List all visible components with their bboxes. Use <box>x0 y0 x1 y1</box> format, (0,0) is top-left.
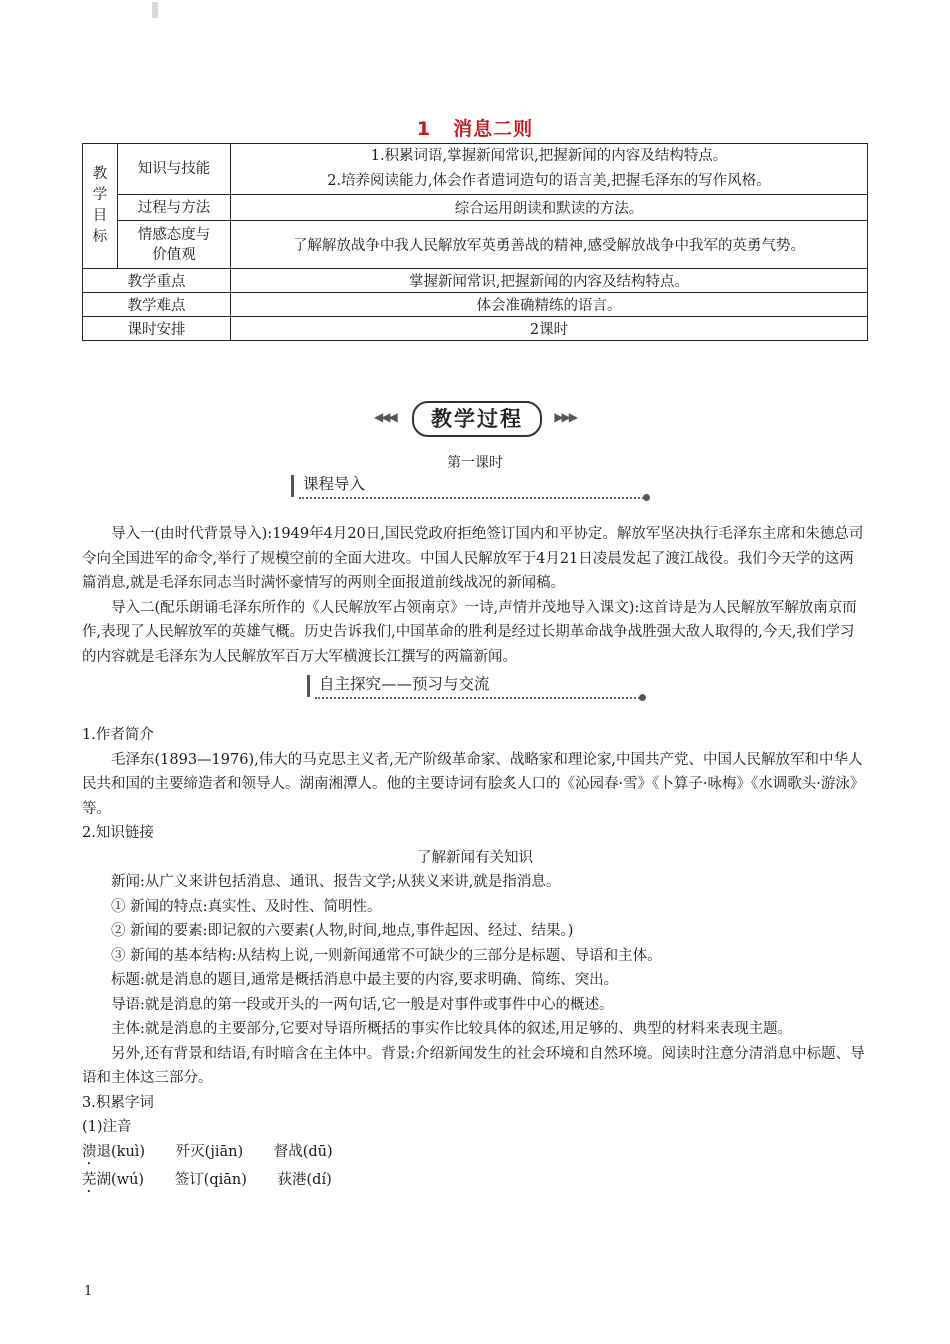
dotted-char: 溃 <box>82 1143 97 1160</box>
intro-section <box>82 522 868 669</box>
goal-sub-emotion-text: 情感态度与 价值观 <box>137 226 211 263</box>
pinyin-row-1 <box>82 1140 868 1168</box>
knowledge-subtitle: 了解新闻有关知识 <box>417 849 533 866</box>
pinyin-item <box>82 1140 145 1168</box>
difficulty-value: 体会准确精练的语言。 <box>231 293 868 317</box>
knowledge-line: 主体:就是消息的主要部分,它要对导语所概括的事实作比较具体的叙述,用足够的、典型的材料来表现主题。 <box>111 1021 793 1037</box>
dotted-char: 芜 <box>82 1171 97 1188</box>
pinyin-item <box>176 1140 243 1165</box>
banner-bar <box>291 475 294 497</box>
pinyin-row-2 <box>82 1168 868 1196</box>
page-number: 1 <box>84 1284 93 1299</box>
goal-header-text: 教 学 目 标 <box>92 166 108 245</box>
goal-content-process: 综合运用朗读和默读的方法。 <box>231 195 868 221</box>
knowledge-line: 导语:就是消息的第一段或开头的一两句话,它一般是对事件或事件中心的概述。 <box>111 996 614 1013</box>
pinyin-item <box>82 1168 144 1196</box>
pinyin-rest: 订(qiān) <box>189 1171 247 1188</box>
pinyin-rest: 灭(jiān) <box>190 1143 244 1160</box>
knowledge-line: 标题:就是消息的题目,通常是概括消息中最主要的内容,要求明确、简练、突出。 <box>111 972 619 988</box>
pinyin-rest: 退(kuì) <box>96 1143 146 1160</box>
goal-sub-knowledge: 知识与技能 <box>118 144 231 195</box>
period-label: 第一课时 <box>447 455 503 471</box>
intro-banner-text: 课程导入 <box>303 475 366 493</box>
lesson-number: 1 <box>416 118 432 140</box>
preview-section <box>82 723 868 1196</box>
goal-line: 2.培养阅读能力,体会作者遣词造句的语言美,把握毛泽东的写作风格。 <box>327 173 771 189</box>
pinyin-item <box>274 1140 333 1165</box>
goal-line: 1.积累词语,掌握新闻常识,把握新闻的内容及结构特点。 <box>370 148 728 164</box>
pinyin-pre: 歼 <box>175 1143 191 1160</box>
vocab-subheading: (1)注音 <box>82 1119 132 1135</box>
focus-label: 教学重点 <box>83 269 231 293</box>
author-heading: 1.作者简介 <box>82 727 154 743</box>
goal-sub-process: 过程与方法 <box>118 195 231 221</box>
vocab-heading: 3.积累字词 <box>82 1094 154 1111</box>
difficulty-label: 教学难点 <box>83 293 231 317</box>
knowledge-heading: 2.知识链接 <box>82 825 154 841</box>
goal-content-knowledge <box>231 144 868 195</box>
banner-end-dot <box>643 494 650 501</box>
explore-banner-text: 自主探究——预习与交流 <box>319 675 490 693</box>
knowledge-line: 新闻:从广义来讲包括消息、通讯、报告文学;从狭义来讲,就是指消息。 <box>111 874 561 890</box>
arrows-right-icon: ▶▶▶ <box>554 410 576 424</box>
scan-mark <box>152 2 158 18</box>
explore-banner <box>307 673 643 701</box>
pinyin-pre: 督 <box>273 1143 289 1160</box>
banner-dotted-line <box>299 497 647 499</box>
pinyin-rest: 战(dū) <box>288 1143 333 1160</box>
goal-header <box>83 144 118 269</box>
intro-paragraph-1: 导入一(由时代背景导入):1949年4月20日,国民党政府拒绝签订国内和平协定。解放军坚决执行毛泽东主席和朱德总司令向全国进军的命令,举行了规模空前的全面大进攻。中国人民解放军于4月21日凌晨发起了渡江战役。我们今天学的这两篇消息,就是毛泽东同志当时满怀豪情写的两则全面报道前线战况的新闻稿。 <box>82 526 864 591</box>
pinyin-rest: 港(dí) <box>292 1171 332 1188</box>
banner-end-dot <box>639 694 646 701</box>
goal-sub-emotion <box>118 221 231 269</box>
knowledge-line: 另外,还有背景和结语,有时暗含在主体中。背景:介绍新闻发生的社会环境和自然环境。阅读时注意分清消息中标题、导语和主体这三部分。 <box>82 1045 865 1086</box>
pinyin-item <box>175 1168 247 1193</box>
process-banner-text: 教学过程 <box>412 401 542 437</box>
intro-banner <box>291 473 647 501</box>
schedule-value: 2课时 <box>231 317 868 341</box>
lesson-title <box>0 114 950 141</box>
focus-value: 掌握新闻常识,把握新闻的内容及结构特点。 <box>231 269 868 293</box>
goal-content-emotion: 了解解放战争中我人民解放军英勇善战的精神,感受解放战争中我军的英勇气势。 <box>231 221 868 269</box>
pinyin-pre: 荻 <box>277 1171 293 1188</box>
knowledge-line: ① 新闻的特点:真实性、及时性、简明性。 <box>111 898 382 915</box>
knowledge-line: ③ 新闻的基本结构:从结构上说,一则新闻通常不可缺少的三部分是标题、导语和主体。 <box>111 947 662 964</box>
knowledge-line: ② 新闻的要素:即记叙的六要素(人物,时间,地点,事件起因、经过、结果。) <box>111 923 574 939</box>
author-text: 毛泽东(1893—1976),伟大的马克思主义者,无产阶级革命家、战略家和理论家,中国共产党、中国人民解放军和中华人民共和国的主要缔造者和领导人。湖南湘潭人。他的主要诗词有脍炙人口的《沁园春·雪》《卜算子·咏梅》《水调歌头·游泳》等。 <box>82 751 865 817</box>
banner-dotted-line <box>315 697 643 699</box>
pinyin-pre: 签 <box>174 1171 190 1188</box>
process-banner <box>0 399 950 437</box>
teaching-goals-table <box>82 143 868 341</box>
schedule-label: 课时安排 <box>83 317 231 341</box>
banner-bar <box>307 675 310 697</box>
lesson-name: 消息二则 <box>453 118 534 140</box>
arrows-left-icon: ◀◀◀ <box>374 410 396 424</box>
intro-paragraph-2: 导入二(配乐朗诵毛泽东所作的《人民解放军占领南京》一诗,声情并茂地导入课文):这首诗是为人民解放军解放南京而作,表现了人民解放军的英雄气概。历史告诉我们,中国革命的胜利是经过长期革命战争战胜强大敌人取得的,今天,我们学习的内容就是毛泽东为人民解放军百万大军横渡长江撰写的两篇新闻。 <box>82 599 857 665</box>
pinyin-item <box>278 1168 332 1193</box>
pinyin-rest: 湖(wú) <box>96 1171 145 1188</box>
